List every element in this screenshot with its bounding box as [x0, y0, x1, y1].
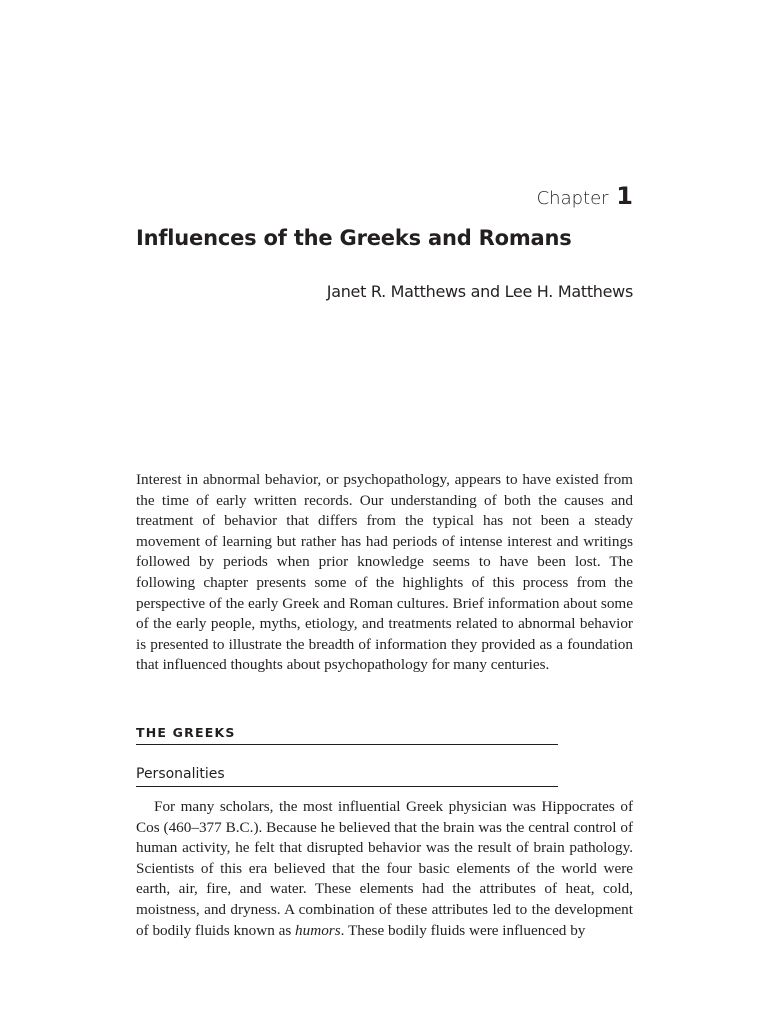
- body-text-before-italic: For many scholars, the most influential Greek physician was Hippocrates of Cos (460–377 B.C.). Because he believed that the brain was the central control of human activity, he felt that disrupted behavior was the result of brain pathology. Scientists of this era believed that the four basic elements of the world were earth, air, fire, and water. These elements had the attributes of heat, cold, moistness, and dryness. A combination of these attributes led to the development of bodily fluids known as: [136, 798, 633, 939]
- chapter-title: Influences of the Greeks and Romans: [136, 226, 572, 250]
- chapter-word: Chapter: [536, 188, 609, 209]
- chapter-authors: Janet R. Matthews and Lee H. Matthews: [326, 282, 633, 301]
- italic-term: humors: [295, 921, 341, 939]
- subsection-heading: Personalities: [136, 766, 558, 787]
- intro-paragraph: Interest in abnormal behavior, or psychopathology, appears to have existed from the time of early written records. Our understanding of both the causes and treatment of behavior that differs from the typical has not been a steady movement of learning but rather has had periods of intense interest and writings followed by periods when prior knowledge seems to have been lost. The following chapter presents some of the highlights of this process from the perspective of the early Greek and Roman cultures. Brief information about some of the early people, myths, etiology, and treatments related to abnormal behavior is presented to illustrate the breadth of information they provided as a foundation that influenced thoughts about psychopathology for many centuries.: [136, 471, 633, 674]
- chapter-number: 1: [616, 182, 633, 210]
- body-text-after-italic: . These bodily fluids were influenced by: [340, 921, 586, 939]
- chapter-label: [537, 182, 633, 210]
- book-page: [136, 0, 633, 1024]
- body-paragraph: [136, 797, 633, 941]
- section-heading: THE GREEKS: [136, 725, 558, 745]
